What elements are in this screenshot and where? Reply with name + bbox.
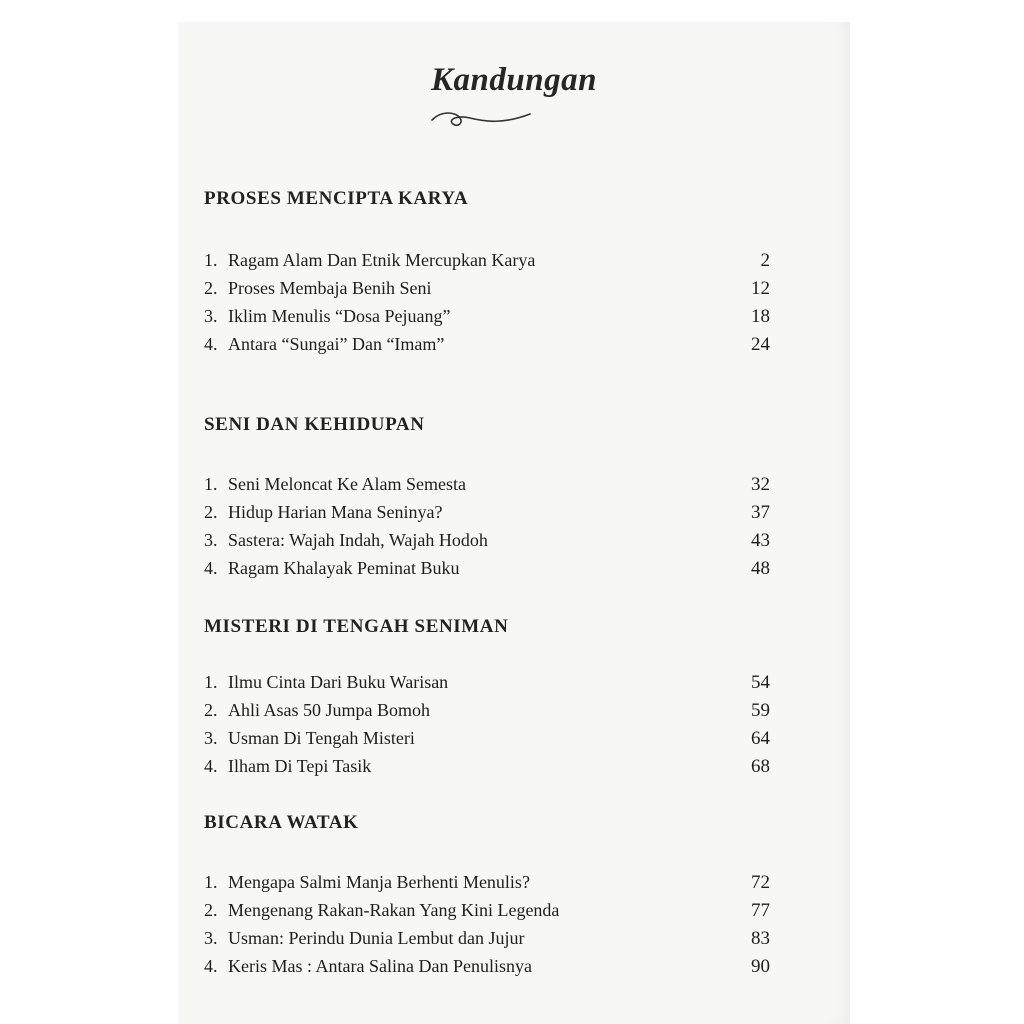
entry-title: Ahli Asas 50 Jumpa Bomoh xyxy=(228,700,431,720)
entry-page: 24 xyxy=(751,334,770,355)
entry-page: 32 xyxy=(751,474,770,495)
toc-entry[interactable] xyxy=(204,900,770,928)
entry-number: 4. xyxy=(204,756,218,776)
entry-title: Usman Di Tengah Misteri xyxy=(228,728,415,748)
entry-title: Seni Meloncat Ke Alam Semesta xyxy=(228,474,466,494)
entry-page: 48 xyxy=(751,558,770,579)
entry-title: Antara “Sungai” Dan “Imam” xyxy=(228,334,445,354)
entry-page: 83 xyxy=(751,928,770,949)
section-title: BICARA WATAK xyxy=(204,812,359,833)
entry-number: 2. xyxy=(204,900,218,920)
entry-title: Keris Mas : Antara Salina Dan Penulisnya xyxy=(228,956,532,976)
entry-page: 59 xyxy=(751,700,770,721)
toc-entry[interactable] xyxy=(204,502,770,530)
entry-title: Ilmu Cinta Dari Buku Warisan xyxy=(228,672,449,692)
entry-number: 2. xyxy=(204,278,218,298)
entry-number: 1. xyxy=(204,474,218,494)
entry-number: 4. xyxy=(204,334,218,354)
toc-entry[interactable] xyxy=(204,928,770,956)
entry-title: Ragam Alam Dan Etnik Mercupkan Karya xyxy=(228,250,536,270)
section-title: PROSES MENCIPTA KARYA xyxy=(204,188,469,209)
entry-page: 90 xyxy=(751,956,770,977)
entry-title: Hidup Harian Mana Seninya? xyxy=(228,502,443,522)
entry-page: 68 xyxy=(751,756,770,777)
toc-entry[interactable] xyxy=(204,558,770,586)
toc-entry[interactable] xyxy=(204,672,770,700)
toc-entry[interactable] xyxy=(204,700,770,728)
toc-entry[interactable] xyxy=(204,728,770,756)
entry-title: Iklim Menulis “Dosa Pejuang” xyxy=(228,306,451,326)
entry-page: 72 xyxy=(751,872,770,893)
toc-entry[interactable] xyxy=(204,278,770,306)
toc-entry[interactable] xyxy=(204,306,770,334)
entry-title: Mengenang Rakan-Rakan Yang Kini Legenda xyxy=(228,900,560,920)
entry-number: 3. xyxy=(204,728,218,748)
entry-title: Proses Membaja Benih Seni xyxy=(228,278,432,298)
toc-entry[interactable] xyxy=(204,250,770,278)
entry-number: 1. xyxy=(204,672,218,692)
entry-page: 18 xyxy=(751,306,770,327)
entry-page: 77 xyxy=(751,900,770,921)
entry-number: 1. xyxy=(204,250,218,270)
toc-entry[interactable] xyxy=(204,956,770,984)
entry-number: 4. xyxy=(204,558,218,578)
flourish-ornament-icon xyxy=(426,106,536,130)
entry-number: 2. xyxy=(204,700,218,720)
entry-page: 54 xyxy=(751,672,770,693)
entry-title: Usman: Perindu Dunia Lembut dan Jujur xyxy=(228,928,525,948)
entry-page: 37 xyxy=(751,502,770,523)
entry-number: 1. xyxy=(204,872,218,892)
entry-title: Ilham Di Tepi Tasik xyxy=(228,756,372,776)
toc-entry[interactable] xyxy=(204,334,770,362)
entry-number: 3. xyxy=(204,306,218,326)
entry-title: Sastera: Wajah Indah, Wajah Hodoh xyxy=(228,530,488,550)
entry-number: 3. xyxy=(204,530,218,550)
book-page xyxy=(178,22,850,1024)
entry-number: 3. xyxy=(204,928,218,948)
toc-entry[interactable] xyxy=(204,756,770,784)
entry-title: Ragam Khalayak Peminat Buku xyxy=(228,558,460,578)
entry-page: 12 xyxy=(751,278,770,299)
entry-page: 2 xyxy=(760,250,770,271)
toc-entry[interactable] xyxy=(204,872,770,900)
toc-entry[interactable] xyxy=(204,474,770,502)
page-title: Kandungan xyxy=(431,62,597,98)
entry-number: 4. xyxy=(204,956,218,976)
entry-page: 43 xyxy=(751,530,770,551)
toc-entry[interactable] xyxy=(204,530,770,558)
entry-page: 64 xyxy=(751,728,770,749)
section-title: SENI DAN KEHIDUPAN xyxy=(204,414,425,435)
section-title: MISTERI DI TENGAH SENIMAN xyxy=(204,616,509,637)
entry-title: Mengapa Salmi Manja Berhenti Menulis? xyxy=(228,872,530,892)
entry-number: 2. xyxy=(204,502,218,522)
